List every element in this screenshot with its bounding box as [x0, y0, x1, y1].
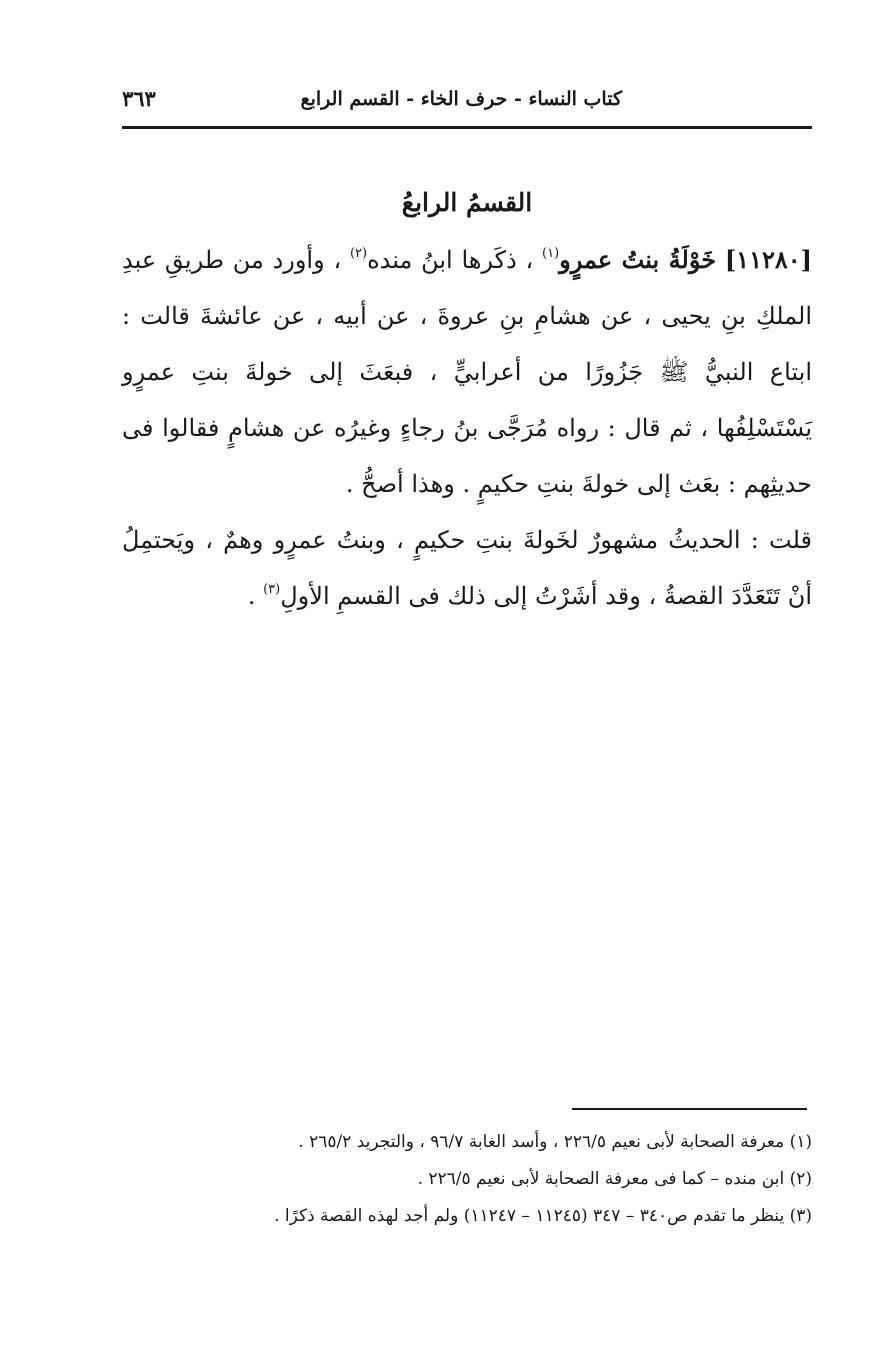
- entry-number: [١١٢٨٠]: [724, 245, 812, 274]
- footnotes: [122, 1124, 812, 1235]
- footnote-rule: [572, 1108, 807, 1110]
- footnote-3: (٣) ينظر ما تقدم ص٣٤٠ – ٣٤٧ (١١٢٤٥ – ١١٢٤٧) ولم أجد لهذه القصة ذكرًا .: [274, 1206, 812, 1226]
- entry-name: خَوْلَةُ بنتُ عمرٍو: [559, 245, 717, 274]
- footnote-ref-1[interactable]: (١): [542, 246, 560, 261]
- section-title: القسمُ الرابعُ: [401, 188, 533, 217]
- running-title: كتاب النساء - حرف الخاء - القسم الرابع: [300, 88, 622, 110]
- entry-paragraph: [122, 232, 812, 512]
- comment-text-a: قلت : الحديثُ مشهورٌ لخَولةَ بنتِ حكيمٍ ، وبنتُ عمرٍو وهمٌ ، ويَحتمِلُ أنْ تَتَعَدَّدَ القصةُ ، وقد أشَرْتُ إلى ذلك فى القسمِ الأولِ: [122, 526, 812, 610]
- comment-text-b: .: [247, 582, 264, 610]
- comment-paragraph: [122, 512, 812, 624]
- footnote-ref-2[interactable]: (٢): [349, 246, 368, 261]
- entry-text-a: ، ذكَرها ابنُ منده: [367, 246, 534, 274]
- footnote-1: (١) معرفة الصحابة لأبى نعيم ٢٢٦/٥ ، وأسد الغابة ٩٦/٧ ، والتجريد ٢٦٥/٢ .: [298, 1132, 812, 1152]
- page-number: ٣٦٣: [122, 86, 156, 111]
- footnote-ref-3[interactable]: (٣): [263, 582, 281, 597]
- running-header: [122, 82, 812, 122]
- entry-text-b: ، وأورد من طريقِ عبدِ الملكِ بنِ يحيى ، عن هشامِ بنِ عروةَ ، عن أبيه ، عن عائشةَ قالت : ابتاع النبيُّ ﷺ جَزُورًا من أعرابيٍّ ، فبعَثَ إلى خولةَ بنتِ عمرٍو يَسْتَسْلِفُها ، ثم قال : رواه مُرَجَّى بنُ رجاءٍ وغيرُه عن هشامٍ فقالوا فى حديثِهم : بعَث إلى خولةَ بنتِ حكيمٍ . وهذا أصحُّ .: [122, 246, 813, 498]
- footnote-2: (٢) ابن منده – كما فى معرفة الصحابة لأبى نعيم ٢٢٦/٥ .: [417, 1169, 812, 1189]
- header-rule: [122, 126, 812, 129]
